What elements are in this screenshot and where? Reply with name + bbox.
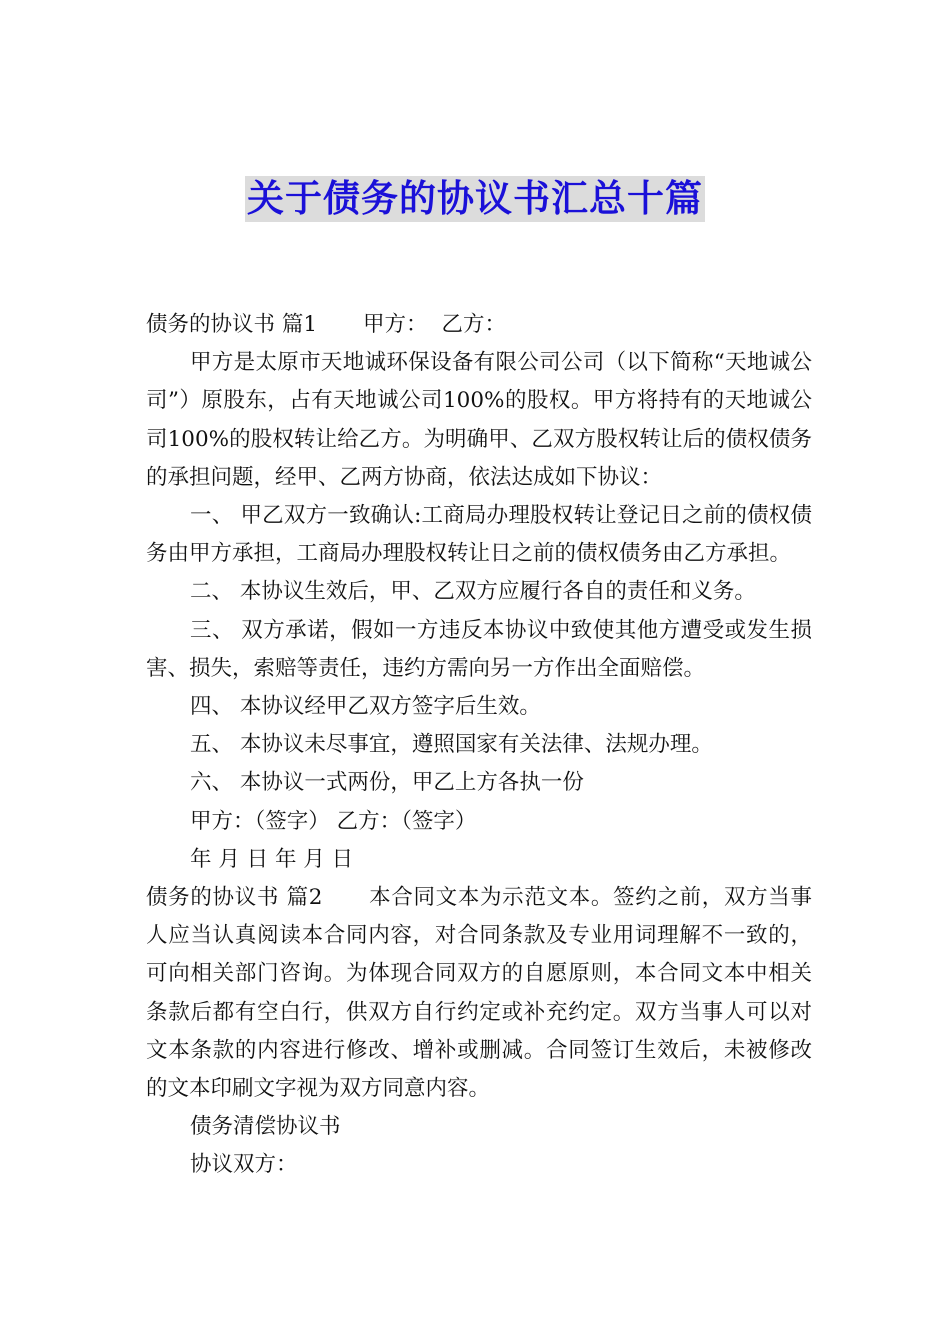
signature-line: 甲方：（签字） 乙方：（签字）: [190, 808, 477, 834]
section1-intro: 甲方是太原市天地诚环保设备有限公司公司（以下简称“天地诚公司”）原股东，占有天地诚公司100%的股权。甲方将持有的天地诚公司100%的股权转让给乙方。为明确甲、乙双方股权转让后的债权债务的承担问题，经甲、乙两方协商，依法达成如下协议：: [146, 350, 812, 490]
document-body: [146, 306, 812, 1185]
date-line: 年 月 日 年 月 日: [190, 846, 354, 872]
clause-5: 五、 本协议未尽事宜，遵照国家有关法律、法规办理。: [190, 732, 713, 758]
party-a-label: 甲方：: [363, 312, 428, 337]
clause-6: 六、 本协议一式两份，甲乙上方各执一份: [190, 770, 584, 796]
party-b-label: 乙方：: [441, 312, 507, 337]
clause-2: 二、 本协议生效后，甲、乙双方应履行各自的责任和义务。: [190, 579, 756, 605]
title-container: [0, 176, 950, 222]
section2-body: 本合同文本为示范文本。签约之前，双方当事人应当认真阅读本合同内容，对合同条款及专业用词理解不一致的，可向相关部门咨询。为体现合同双方的自愿原则，本合同文本中相关条款后都有空白行，供双方自行约定或补充约定。双方当事人可以对文本条款的内容进行修改、增补或删减。合同签订生效后，未被修改的文本印刷文字视为双方同意内容。: [146, 885, 812, 1102]
document-title: 关于债务的协议书汇总十篇: [247, 177, 703, 220]
section2-parties-label: 协议双方：: [190, 1152, 298, 1178]
clause-1: 一、 甲乙双方一致确认:工商局办理股权转让登记日之前的债权债务由甲方承担，工商局办理股权转让日之前的债权债务由乙方承担。: [146, 503, 812, 567]
section2-paragraph: [146, 879, 812, 1108]
clause-4: 四、 本协议经甲乙双方签字后生效。: [190, 694, 541, 720]
section1-heading-line: [146, 306, 812, 344]
section2-subtitle: 债务清偿协议书: [190, 1114, 341, 1140]
clause-3: 三、 双方承诺，假如一方违反本协议中致使其他方遭受或发生损害、损失，索赔等责任，违约方需向另一方作出全面赔偿。: [146, 617, 812, 681]
section2-heading: 债务的协议书 篇2: [146, 885, 323, 911]
section1-heading: 债务的协议书 篇1: [146, 312, 318, 337]
